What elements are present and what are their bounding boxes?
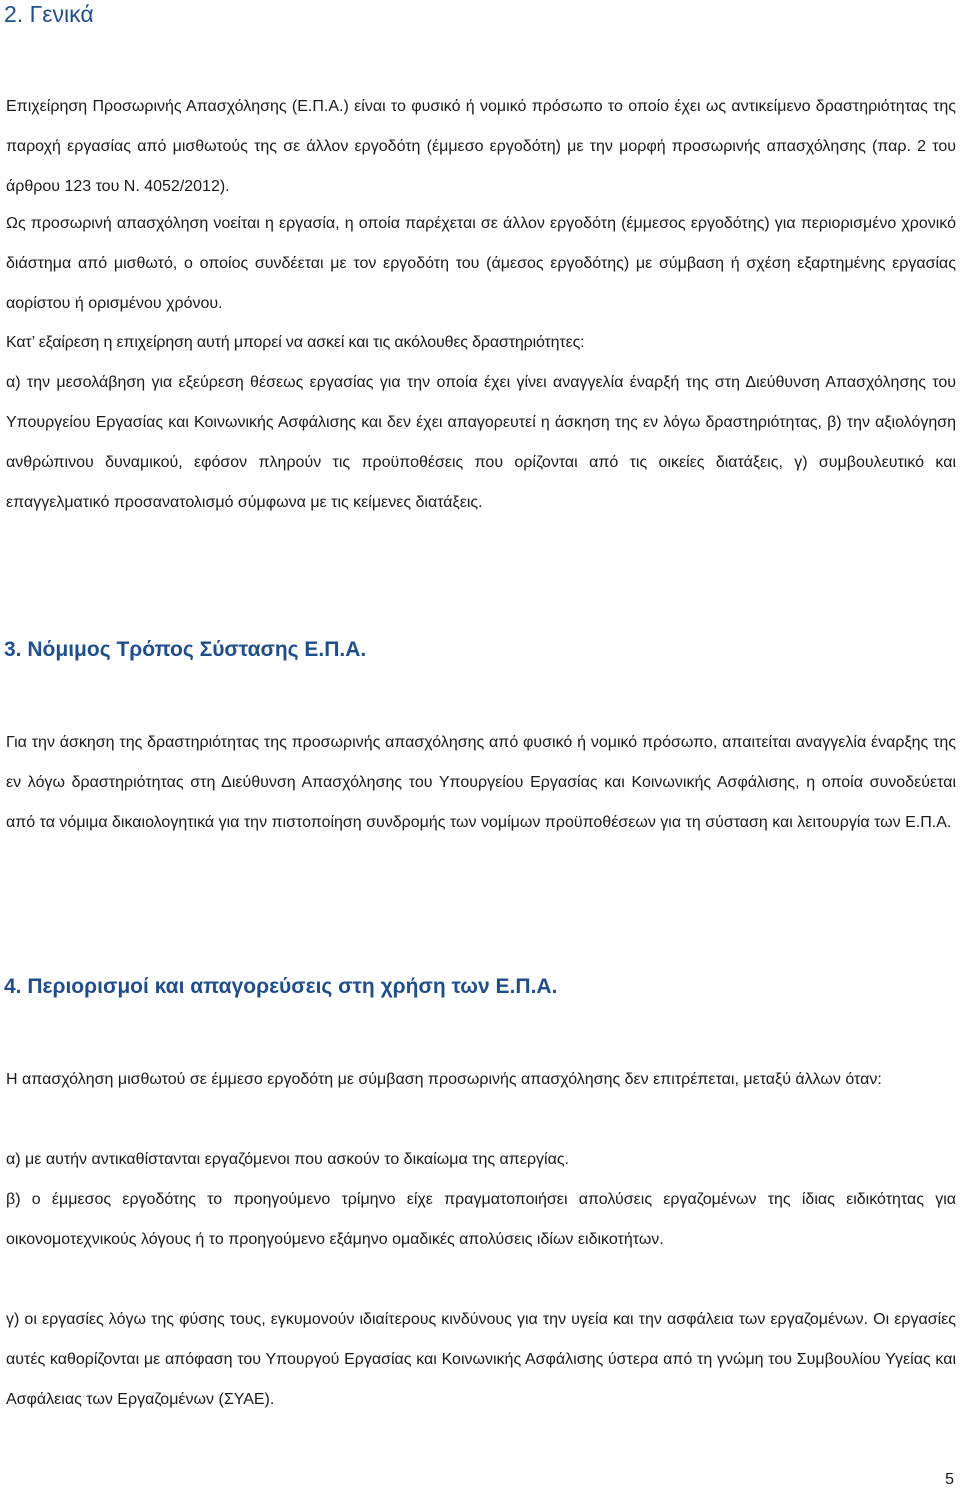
section-2-paragraph-3: Κατ’ εξαίρεση η επιχείρηση αυτή μπορεί να ασκεί και τις ακόλουθες δραστηριότητες: (6, 334, 585, 351)
section-2-paragraph-2: Ως προσωρινή απασχόληση νοείται η εργασία, η οποία παρέχεται σε άλλον εργοδότη (έμμεσος εργοδότης) για περιορισμένο χρονικό διάστημα από μισθωτό, ο οποίος συνδέεται με τον εργοδότη του (άμεσος εργοδότης) με σύμβαση ή σχέση εξαρτημένης εργασίας αορίστου ή ορισμένου χρόνου. (6, 215, 956, 312)
section-3-title: 3. Νόμιμος Τρόπος Σύστασης Ε.Π.Α. (4, 638, 367, 661)
section-2-title: 2. Γενικά (4, 1, 94, 27)
section-4-paragraph-3: β) ο έμμεσος εργοδότης το προηγούμενο τρίμηνο είχε πραγματοποιήσει απολύσεις εργαζομένων της ίδιας ειδικότητας για οικονομοτεχνικούς λόγους ή το προηγούμενο εξάμηνο ομαδικές απολύσεις ιδίων ειδικοτήτων. (6, 1191, 956, 1248)
section-4-paragraph-2: α) με αυτήν αντικαθίστανται εργαζόμενοι που ασκούν το δικαίωμα της απεργίας. (6, 1151, 569, 1168)
page-number: 5 (945, 1471, 954, 1488)
section-4-paragraph-4: γ) οι εργασίες λόγω της φύσης τους, εγκυμονούν ιδιαίτερους κινδύνους για την υγεία και την ασφάλεια των εργαζομένων. Οι εργασίες αυτές καθορίζονται με απόφαση του Υπουργού Εργασίας και Κοινωνικής Ασφάλισης ύστερα από τη γνώμη του Συμβουλίου Υγείας και Ασφάλειας των Εργαζομένων (ΣΥΑΕ). (6, 1311, 956, 1408)
section-3-paragraph-1: Για την άσκηση της δραστηριότητας της προσωρινής απασχόλησης από φυσικό ή νομικό πρόσωπο, απαιτείται αναγγελία έναρξης της εν λόγω δραστηριότητας στη Διεύθυνση Απασχόλησης του Υπουργείου Εργασίας και Κοινωνικής Ασφάλισης, η οποία συνοδεύεται από τα νόμιμα δικαιολογητικά για την πιστοποίηση συνδρομής των νομίμων προϋποθέσεων για τη σύσταση και λειτουργία των Ε.Π.Α. (6, 734, 956, 831)
section-2-paragraph-1: Επιχείρηση Προσωρινής Απασχόλησης (Ε.Π.Α.) είναι το φυσικό ή νομικό πρόσωπο το οποίο έχει ως αντικείμενο δραστηριότητας της παροχή εργασίας από μισθωτούς της σε άλλον εργοδότη (έμμεσο εργοδότη) με την μορφή προσωρινής απασχόλησης (παρ. 2 του άρθρου 123 του Ν. 4052/2012). (6, 98, 956, 195)
section-2-paragraph-4: α) την μεσολάβηση για εξεύρεση θέσεως εργασίας για την οποία έχει γίνει αναγγελία έναρξή της στη Διεύθυνση Απασχόλησης του Υπουργείου Εργασίας και Κοινωνικής Ασφάλισης και δεν έχει απαγορευτεί η άσκηση της εν λόγω δραστηριότητας, β) την αξιολόγηση ανθρώπινου δυναμικού, εφόσον πληρούν τις προϋποθέσεις που ορίζονται από τις οικείες διατάξεις, γ) συμβουλευτικό και επαγγελματικό προσανατολισμό σύμφωνα με τις κείμενες διατάξεις. (6, 374, 956, 511)
section-4-title: 4. Περιορισμοί και απαγορεύσεις στη χρήση των Ε.Π.Α. (4, 975, 558, 998)
section-4-paragraph-1: Η απασχόληση μισθωτού σε έμμεσο εργοδότη με σύμβαση προσωρινής απασχόλησης δεν επιτρέπεται, μεταξύ άλλων όταν: (6, 1071, 882, 1088)
